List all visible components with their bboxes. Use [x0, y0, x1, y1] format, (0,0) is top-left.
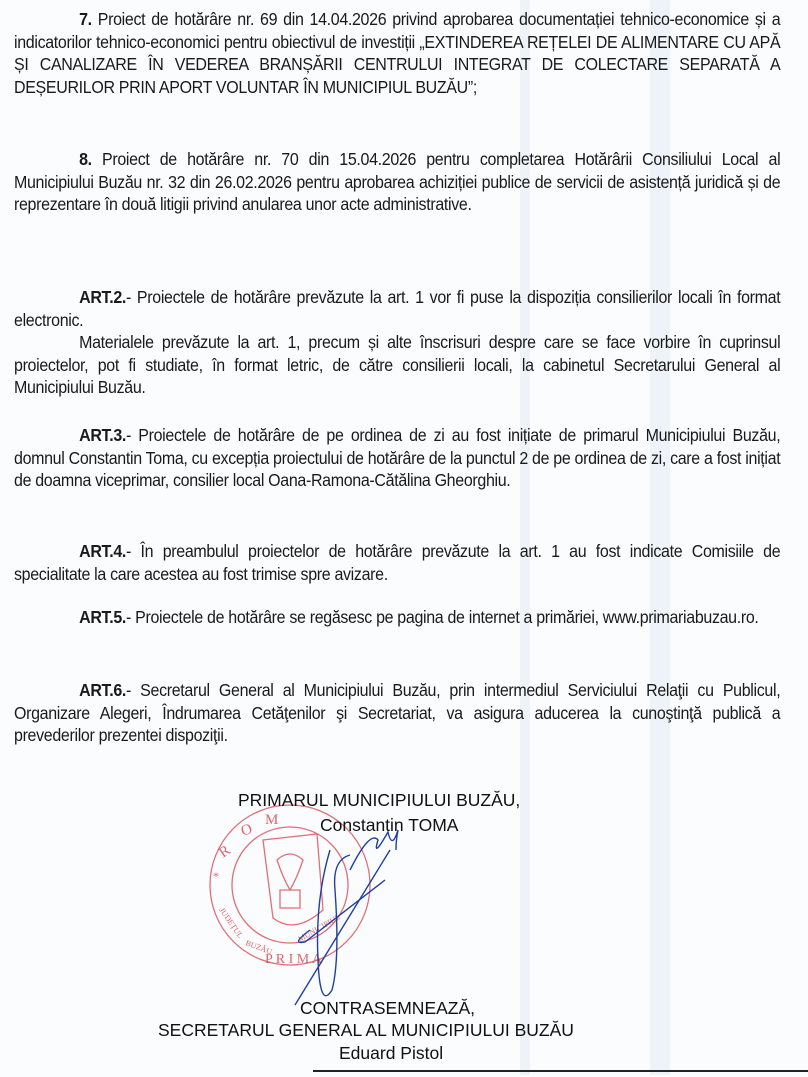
- article-4: [14, 540, 780, 585]
- stamp-letter: MUNICIPIUL: [296, 912, 342, 944]
- article-text: - Proiectele de hotărâre prevăzute la art. 1 vor fi puse la dispoziția consilierilor locali în format electronic.: [14, 287, 781, 330]
- signature-stroke: [350, 830, 398, 870]
- signature-stroke: [296, 880, 385, 944]
- countersign-label: CONTRASEMNEAZĂ,: [300, 998, 476, 1018]
- article-2: [14, 286, 780, 399]
- handwritten-signature: [280, 810, 400, 1010]
- item-text: Proiect de hotărâre nr. 70 din 15.04.2026 pentru completarea Hotărârii Consiliului Local al Municipiului Buzău nr. 32 din 26.02.2026 pentru aprobarea achiziției publice de servicii de asistență juridică și de reprezentare în două litigii privind anularea unor acte administrative.: [14, 149, 781, 215]
- article-label: ART.6.: [79, 680, 127, 700]
- item-number: 7.: [79, 9, 92, 29]
- page-edge-line: [313, 1070, 808, 1077]
- stamp-inner-text: P R I M A: [265, 952, 323, 967]
- secretary-title: SECRETARUL GENERAL AL MUNICIPIULUI BUZĂU: [158, 1020, 574, 1040]
- mayor-title: PRIMARUL MUNICIPIULUI BUZĂU,: [238, 790, 521, 810]
- item-7: [14, 8, 780, 98]
- signature-stroke: [295, 850, 390, 1005]
- article-text: - Secretarul General al Municipiului Buzău, prin intermediul Serviciului Relaţii cu Publicul, Organizare Alegeri, Îndrumarea Cetăţenilor şi Secretariat, va asigura aducerea la cunoştinţă publică a prevederilor prezentei dispoziţii.: [14, 680, 781, 746]
- article-text: - În preambulul proiectelor de hotărâre prevăzute la art. 1 au fost indicate Comisiile de specialitate la care acestea au fost trimise spre avizare.: [14, 541, 781, 584]
- stamp-letter: BUZĂU: [244, 938, 274, 957]
- item-8: [14, 148, 780, 216]
- stamp-star: *: [213, 869, 219, 883]
- stamp-letter: JUDEȚUL: [217, 905, 245, 940]
- article-6: [14, 679, 780, 747]
- article-label: ART.3.: [79, 425, 127, 445]
- item-text: Proiect de hotărâre nr. 69 din 14.04.2026 privind aprobarea documentației tehnico-economice și a indicatorilor tehnico-economici pentru obiectivul de investiții „EXTINDEREA REȚELEI DE ALIMENTARE CU APĂ ȘI CANALIZARE ÎN VEDEREA BRANȘĂRII CENTRULUI INTEGRAT DE COLECTARE SEPARATĂ A DEȘEURILOR PRIN APORT VOLUNTAR ÎN MUNICIPIUL BUZĂU”;: [14, 9, 781, 97]
- article-label: ART.2.: [79, 287, 127, 307]
- mayor-name: Constantin TOMA: [320, 815, 459, 835]
- article-extra: Materialele prevăzute la art. 1, precum și alte înscrisuri despre care se face vorbire în cuprinsul proiectelor, pot fi studiate, în format letric, de către consilierii locali, la cabinetul Secretarului General al Municipiului Buzău.: [14, 332, 781, 398]
- stamp-letter: M: [265, 812, 279, 828]
- item-number: 8.: [79, 149, 92, 169]
- secretary-name: Eduard Pistol: [339, 1043, 444, 1063]
- stamp-letter: O: [238, 821, 255, 840]
- article-5: [14, 606, 780, 629]
- article-label: ART.5.: [79, 607, 127, 627]
- article-text: - Proiectele de hotărâre se regăsesc pe pagina de internet a primăriei, www.primariabuzau.ro.: [126, 607, 759, 627]
- stamp-letter: R: [216, 842, 234, 862]
- article-3: [14, 424, 780, 492]
- article-label: ART.4.: [79, 541, 127, 561]
- article-text: - Proiectele de hotărâre de pe ordinea de zi au fost inițiate de primarul Municipiului Buzău, domnul Constantin Toma, cu excepția proiectului de hotărâre de la punctul 2 de pe ordinea de zi, care a fost inițiat de doamna viceprimar, consilier local Oana-Ramona-Cătălina Gheorghiu.: [14, 425, 781, 491]
